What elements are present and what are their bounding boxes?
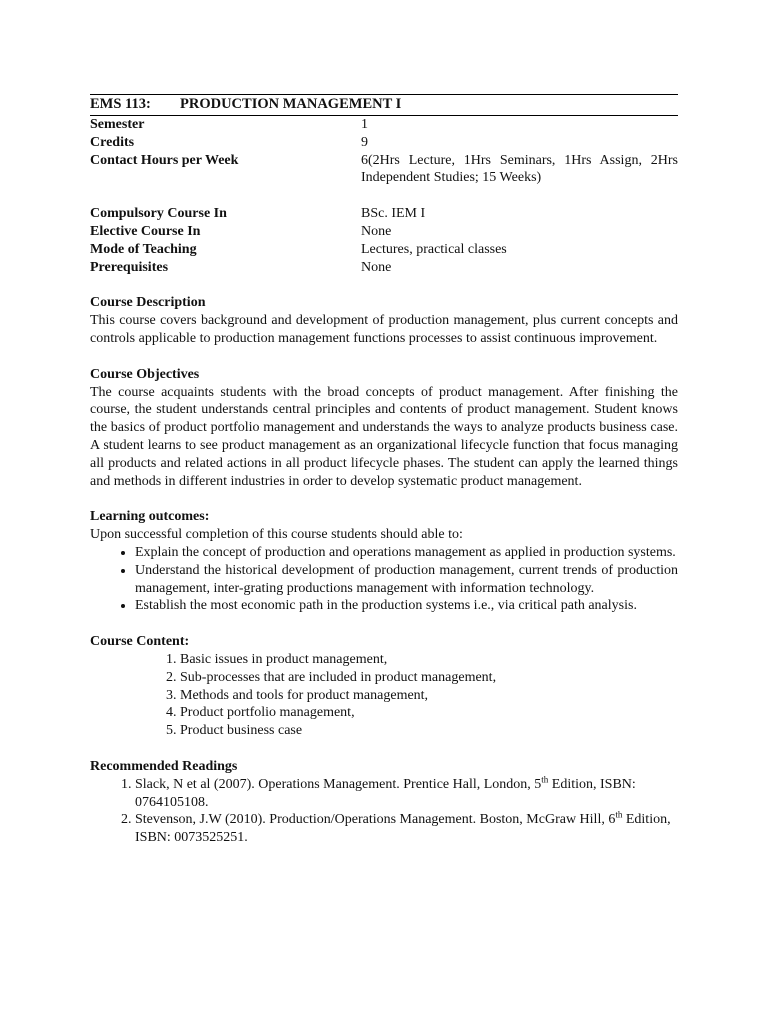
outcomes-heading: Learning outcomes: (90, 509, 210, 525)
info-key: Semester (90, 117, 145, 132)
info-key: Compulsory Course In (90, 206, 227, 222)
list-item: • Establish the most economic path in the production systems i.e., via critical path analysis. (135, 597, 678, 615)
info-row (90, 259, 678, 277)
info-value: None (361, 223, 392, 239)
readings-list (90, 776, 678, 847)
info-row (90, 241, 678, 259)
info-row (90, 223, 678, 241)
reading-text: Edition, ISBN: 0764105108. (135, 776, 636, 810)
content-heading: Course Content: (90, 634, 190, 650)
info-row (90, 152, 678, 188)
content-list (90, 651, 678, 740)
outcomes-intro: Upon successful completion of this course students should able to: (90, 527, 463, 543)
info-key: Mode of Teaching (90, 241, 197, 257)
reading-item (135, 811, 678, 847)
info-value: BSc. IEM I (361, 206, 426, 222)
objectives-text: The course acquaints students with the broad concepts of product management. After finishing the course, the student understands central principles and contents of product management. Student knows the basics of product portfolio management and understands the ways to analyze products business case. A student learns to see product management as an organizational lifecycle function that focus managing all products and related actions in all product lifecycle phases. The student can apply the learned things and methods in different industries in order to develop systematic product management. (90, 384, 678, 489)
reading-sup: th (615, 809, 623, 820)
list-item: 4. Product portfolio management, (180, 704, 678, 722)
reading-text: Stevenson, J.W (2010). Production/Operations Management. Boston, McGraw Hill, 6 (135, 812, 616, 828)
info-value: 1 (361, 117, 368, 132)
info-key: Credits (90, 134, 135, 150)
readings-heading: Recommended Readings (90, 758, 238, 774)
outcomes-list (90, 544, 678, 615)
course-code: EMS 113: (90, 96, 151, 113)
list-item: 2. Sub-processes that are included in product management, (180, 669, 678, 687)
info-key: Prerequisites (90, 259, 169, 275)
info-row (90, 205, 678, 223)
list-item: 1. Basic issues in product management, (180, 651, 678, 669)
reading-sup: th (541, 774, 549, 785)
reading-text: Edition, ISBN: 0073525251. (135, 812, 671, 846)
info-key: Elective Course In (90, 223, 201, 239)
reading-text: Slack, N et al (2007). Operations Management. Prentice Hall, London, 5 (135, 776, 542, 792)
list-item: • Explain the concept of production and operations management as applied in production systems. (135, 544, 678, 562)
course-sheet (90, 94, 678, 847)
info-value: None (361, 259, 392, 275)
list-item: 3. Methods and tools for product management, (180, 687, 678, 705)
list-item: • Understand the historical development of production management, current trends of production management, inter-grating productions management with information technology. (135, 562, 678, 598)
objectives-heading: Course Objectives (90, 366, 200, 382)
list-item: 5. Product business case (180, 722, 678, 740)
info-key: Contact Hours per Week (90, 152, 239, 168)
description-heading: Course Description (90, 295, 206, 311)
info-value: 6(2Hrs Lecture, 1Hrs Seminars, 1Hrs Assign, 2Hrs Independent Studies; 15 Weeks) (361, 152, 678, 186)
info-value: Lectures, practical classes (361, 241, 507, 257)
info-value: 9 (361, 134, 368, 150)
course-title: PRODUCTION MANAGEMENT I (180, 96, 402, 113)
info-row (90, 116, 678, 134)
reading-item (135, 776, 678, 812)
course-header (90, 95, 678, 115)
description-text: This course covers background and development of production management, plus current concepts and controls applicable to production management functions processes to assist continuous improvement. (90, 313, 678, 346)
info-row (90, 134, 678, 152)
